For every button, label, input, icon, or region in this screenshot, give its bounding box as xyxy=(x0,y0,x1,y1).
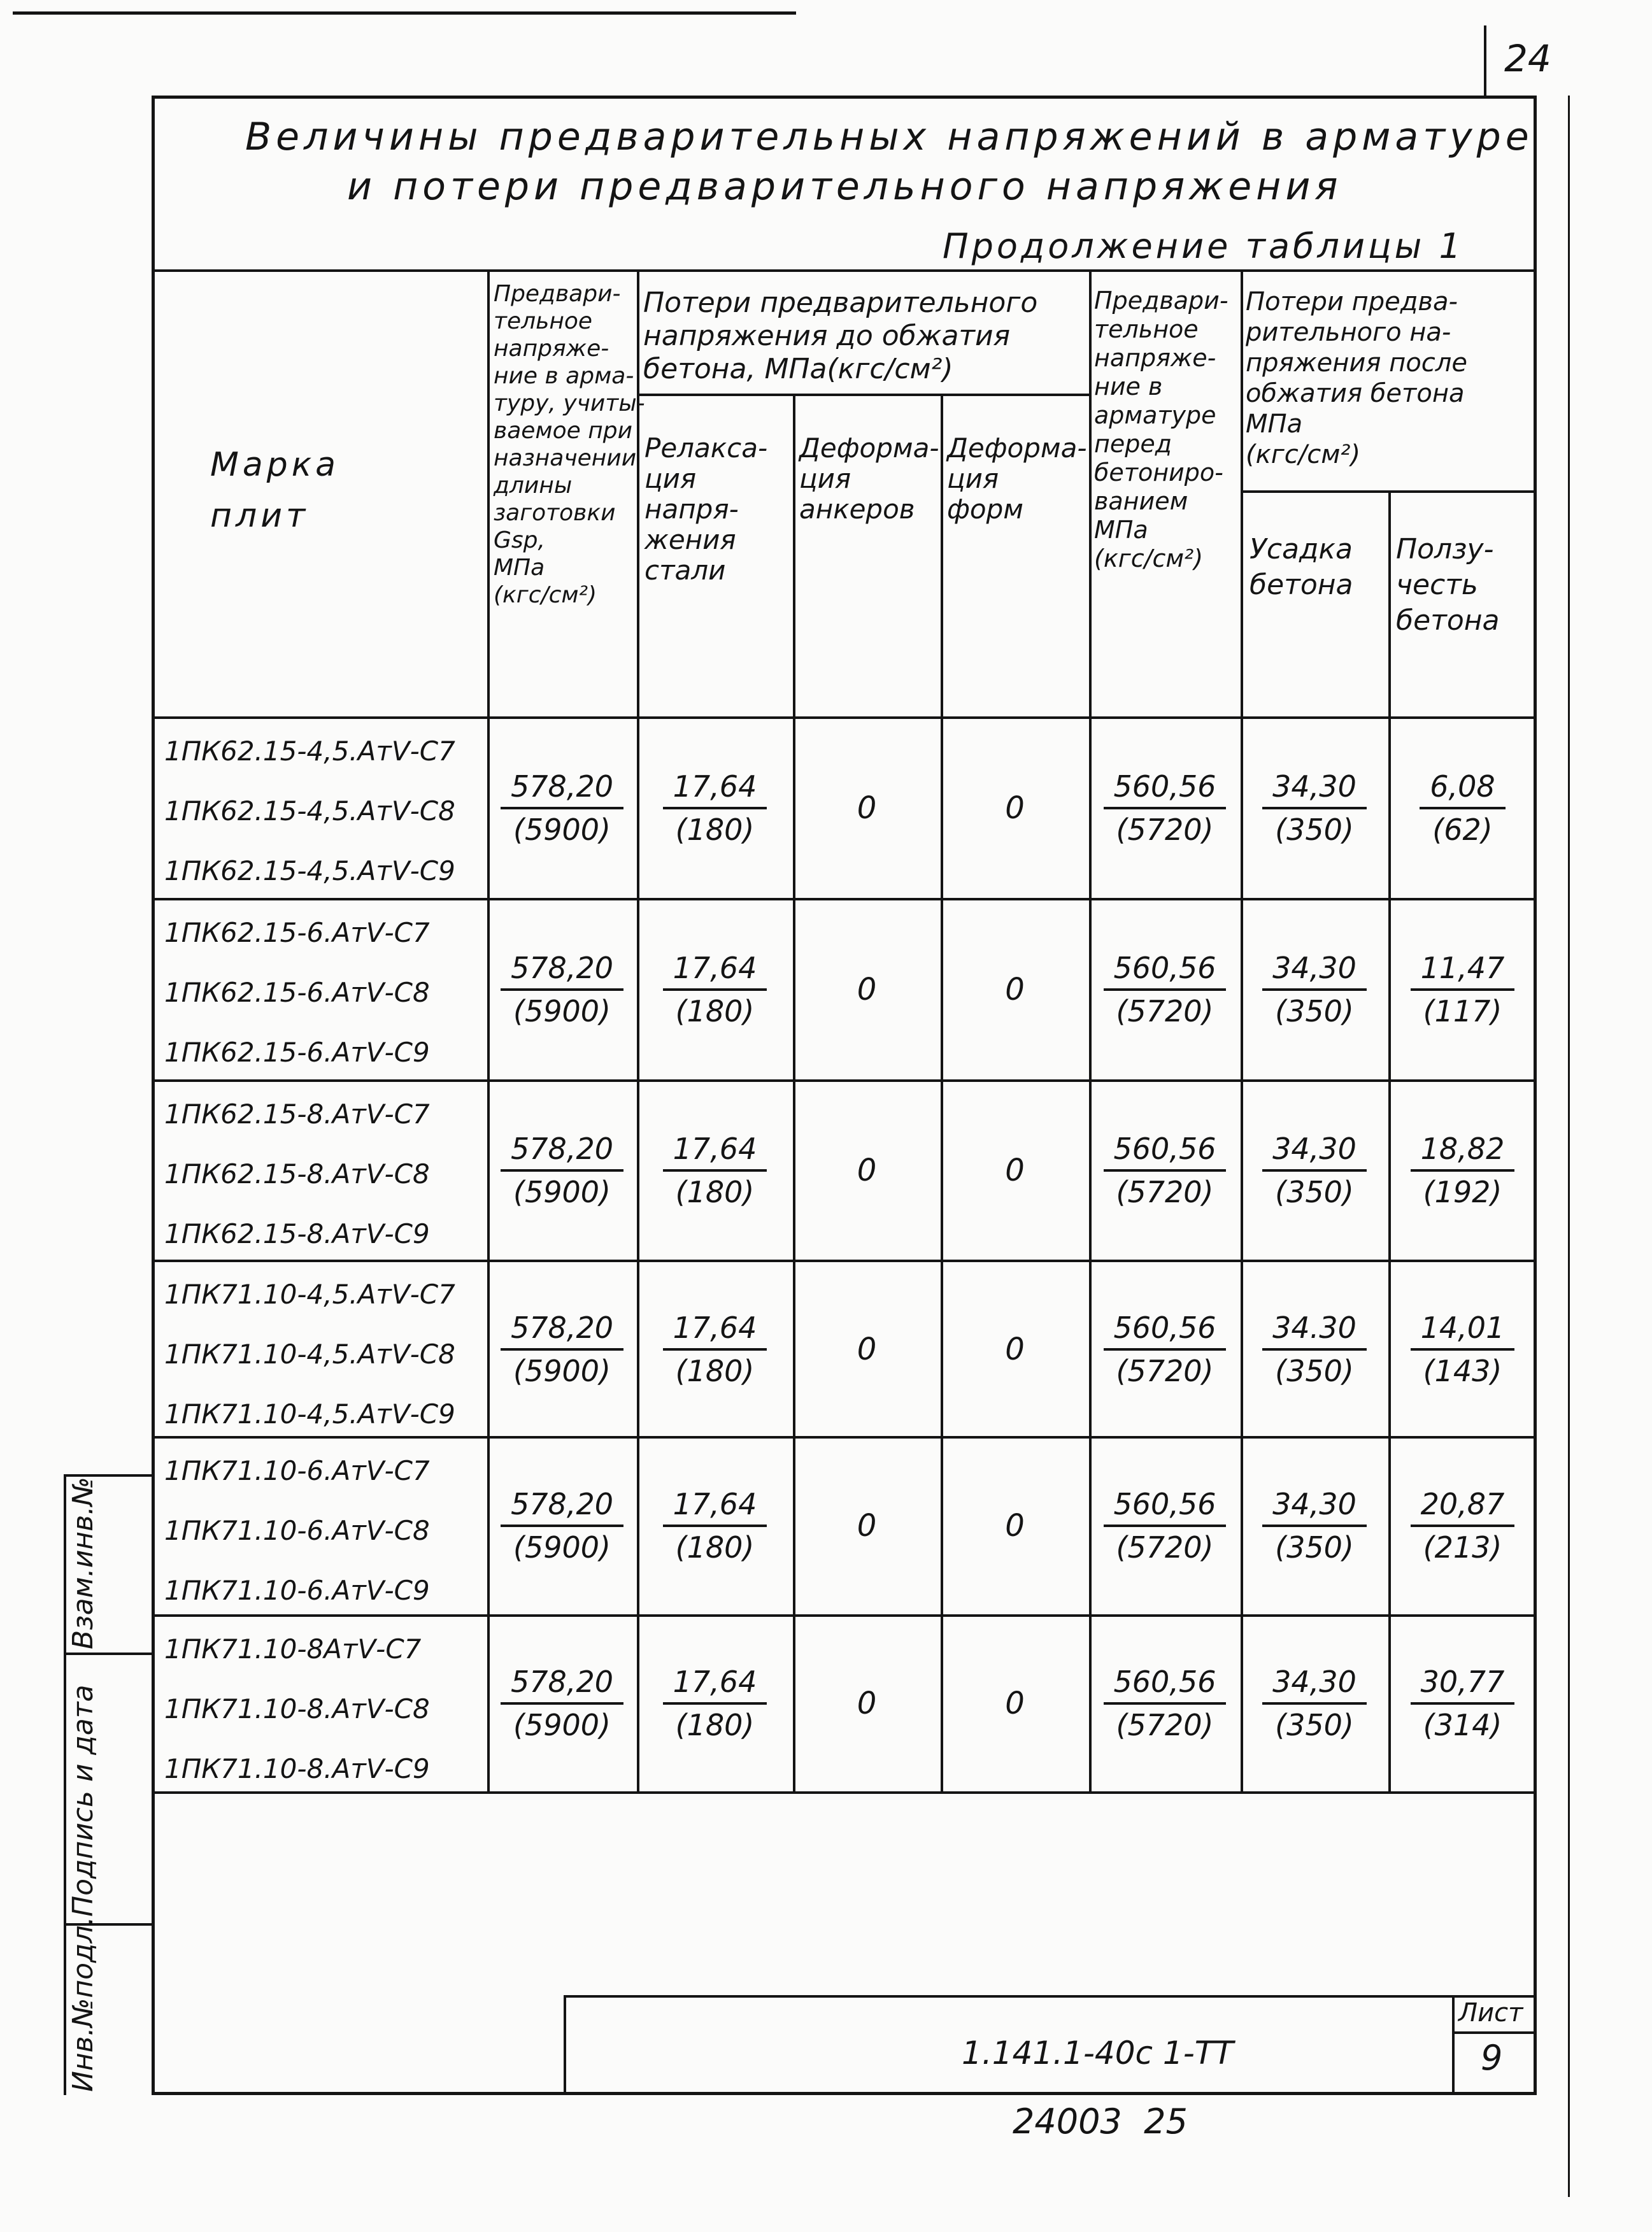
cell-p xyxy=(487,718,637,898)
stamp-sheet-number: 9 xyxy=(1481,2038,1503,2078)
cell-c xyxy=(1388,1261,1537,1437)
cell-r xyxy=(637,1437,793,1614)
value-kgf: (180) xyxy=(675,1530,755,1565)
fraction-value xyxy=(663,948,767,1032)
cell-f xyxy=(941,899,1089,1079)
header-losses-after: Потери предва- рительного на- пряжения после обжатия бетона МПа (кгс/см²) xyxy=(1246,287,1467,469)
fraction-value xyxy=(1262,1484,1367,1568)
fraction-value xyxy=(1411,1661,1515,1745)
header-mark: Марка плит xyxy=(210,446,340,535)
value-kgf: (5900) xyxy=(513,1174,611,1209)
cell-f xyxy=(941,1081,1089,1260)
fraction-value xyxy=(663,1484,767,1568)
value-kgf: (5900) xyxy=(513,1530,611,1565)
value-kgf: (180) xyxy=(675,1353,755,1388)
cell-pb xyxy=(1089,899,1241,1079)
zero-value: 0 xyxy=(857,971,877,1007)
cell-f xyxy=(941,718,1089,898)
value-mpa: 560,56 xyxy=(1104,1307,1227,1351)
row-marks xyxy=(164,1265,455,1444)
cell-pb xyxy=(1089,718,1241,898)
page-number: 24 xyxy=(1504,37,1551,80)
value-kgf: (180) xyxy=(675,812,755,847)
losses-before-subline xyxy=(637,394,1089,396)
fraction-value xyxy=(1411,1307,1515,1391)
value-mpa: 578,20 xyxy=(501,1307,623,1351)
value-mpa: 578,20 xyxy=(501,766,623,809)
header-anchor-deformation: Деформа- ция анкеров xyxy=(799,432,939,525)
fraction-value xyxy=(1104,1661,1227,1745)
value-mpa: 30,77 xyxy=(1411,1661,1515,1705)
value-kgf: (117) xyxy=(1423,993,1502,1028)
value-kgf: (350) xyxy=(1275,1708,1354,1742)
cell-pb xyxy=(1089,1081,1241,1260)
cell-f xyxy=(941,1437,1089,1614)
value-mpa: 578,20 xyxy=(501,1128,623,1172)
value-mpa: 20,87 xyxy=(1411,1484,1515,1527)
fraction-value xyxy=(663,1661,767,1745)
zero-value: 0 xyxy=(857,1508,877,1544)
cell-f xyxy=(941,1616,1089,1791)
stamp-sheet-subline xyxy=(1452,2031,1537,2034)
fraction-value xyxy=(1420,766,1505,850)
value-kgf: (5720) xyxy=(1116,1174,1214,1209)
value-kgf: (180) xyxy=(675,993,755,1028)
value-kgf: (62) xyxy=(1432,812,1493,847)
losses-after-subline xyxy=(1241,490,1535,493)
value-mpa: 34,30 xyxy=(1262,766,1367,809)
value-kgf: (5720) xyxy=(1116,1708,1214,1742)
cell-f xyxy=(941,1261,1089,1437)
fraction-value xyxy=(501,1661,623,1745)
row-marks xyxy=(164,721,455,901)
cell-a xyxy=(793,1261,941,1437)
cell-p xyxy=(487,1616,637,1791)
table-title-line1: Величины предварительных напряжений в арматуре xyxy=(245,115,1534,159)
cell-r xyxy=(637,1261,793,1437)
fraction-value xyxy=(501,1307,623,1391)
cell-pb xyxy=(1089,1616,1241,1791)
fraction-value xyxy=(501,1128,623,1212)
table-continuation: Продолжение таблицы 1 xyxy=(943,226,1464,266)
plate-mark: 1ПК62.15-4,5.АтⅤ-С9 xyxy=(164,855,455,886)
table-title-line2: и потери предварительного напряжения xyxy=(347,164,1342,209)
top-edge-line xyxy=(13,11,796,15)
cell-a xyxy=(793,1616,941,1791)
cell-s xyxy=(1241,1437,1388,1614)
zero-value: 0 xyxy=(1005,1508,1025,1544)
plate-mark: 1ПК71.10-8.АтⅤ-С9 xyxy=(164,1753,430,1784)
value-kgf: (5900) xyxy=(513,1353,611,1388)
side-label-sign-date: Подпись и дата xyxy=(67,1684,99,1917)
value-mpa: 17,64 xyxy=(663,1661,767,1705)
left-strip-sep-2 xyxy=(64,1653,152,1655)
fraction-value xyxy=(1104,1484,1227,1568)
value-kgf: (5720) xyxy=(1116,812,1214,847)
fraction-value xyxy=(501,1484,623,1568)
row-marks xyxy=(164,1619,430,1799)
value-mpa: 14,01 xyxy=(1411,1307,1515,1351)
fraction-value xyxy=(501,766,623,850)
plate-mark: 1ПК71.10-8АтⅤ-С7 xyxy=(164,1633,422,1665)
side-label-vzam-inv: Взам.инв.№ xyxy=(67,1477,99,1649)
page-number-box-left xyxy=(1484,25,1486,96)
stamp-sheet-line xyxy=(1452,1995,1455,2095)
value-kgf: (180) xyxy=(675,1174,755,1209)
value-kgf: (350) xyxy=(1275,1530,1354,1565)
value-mpa: 17,64 xyxy=(663,1307,767,1351)
value-mpa: 578,20 xyxy=(501,948,623,991)
value-mpa: 560,56 xyxy=(1104,948,1227,991)
stamp-doc-code: 1.141.1-40с 1-ТТ xyxy=(962,2035,1234,2072)
plate-mark: 1ПК62.15-6.АтⅤ-С9 xyxy=(164,1037,430,1068)
cell-s xyxy=(1241,718,1388,898)
zero-value: 0 xyxy=(857,1152,877,1188)
footer-code: 24003 25 xyxy=(1013,2101,1188,2142)
value-kgf: (5720) xyxy=(1116,1353,1214,1388)
value-mpa: 6,08 xyxy=(1420,766,1505,809)
plate-mark: 1ПК62.15-4,5.АтⅤ-С7 xyxy=(164,736,455,767)
fraction-value xyxy=(663,1128,767,1212)
cell-p xyxy=(487,1437,637,1614)
cell-a xyxy=(793,718,941,898)
row-marks xyxy=(164,1084,430,1264)
plate-mark: 1ПК71.10-6.АтⅤ-С7 xyxy=(164,1455,430,1486)
value-mpa: 578,20 xyxy=(501,1661,623,1705)
cell-r xyxy=(637,1616,793,1791)
stamp-top-line xyxy=(564,1995,1537,1998)
left-strip-line xyxy=(64,1474,66,2095)
fraction-value xyxy=(1104,1128,1227,1212)
value-kgf: (314) xyxy=(1423,1708,1502,1742)
value-kgf: (5720) xyxy=(1116,1530,1214,1565)
value-kgf: (5900) xyxy=(513,1708,611,1742)
value-mpa: 560,56 xyxy=(1104,1128,1227,1172)
fraction-value xyxy=(1411,948,1515,1032)
right-margin-line xyxy=(1568,96,1570,2197)
fraction-value xyxy=(1262,948,1367,1032)
zero-value: 0 xyxy=(857,1686,877,1721)
value-mpa: 17,64 xyxy=(663,1484,767,1527)
side-label-inv-orig: Инв.№подл. xyxy=(67,1916,99,2092)
zero-value: 0 xyxy=(1005,1152,1025,1188)
cell-r xyxy=(637,718,793,898)
zero-value: 0 xyxy=(1005,971,1025,1007)
value-kgf: (180) xyxy=(675,1708,755,1742)
cell-s xyxy=(1241,1261,1388,1437)
zero-value: 0 xyxy=(1005,1686,1025,1721)
header-form-deformation: Деформа- ция форм xyxy=(947,432,1087,525)
value-kgf: (350) xyxy=(1275,993,1354,1028)
plate-mark: 1ПК71.10-4,5.АтⅤ-С7 xyxy=(164,1279,455,1310)
cell-a xyxy=(793,1437,941,1614)
fraction-value xyxy=(1262,1661,1367,1745)
cell-c xyxy=(1388,1437,1537,1614)
cell-s xyxy=(1241,899,1388,1079)
value-kgf: (143) xyxy=(1423,1353,1502,1388)
value-mpa: 34,30 xyxy=(1262,1128,1367,1172)
cell-pb xyxy=(1089,1437,1241,1614)
cell-s xyxy=(1241,1616,1388,1791)
value-kgf: (350) xyxy=(1275,812,1354,847)
header-prestress: Предвари- тельное напряже- ние в арма- туру, учиты- ваемое при назначении длины заготовки Gsp, МПа (кгс/см²) xyxy=(494,281,645,608)
zero-value: 0 xyxy=(857,790,877,826)
stamp-sheet-label: Лист xyxy=(1458,1998,1523,2028)
plate-mark: 1ПК71.10-4,5.АтⅤ-С8 xyxy=(164,1339,455,1370)
cell-a xyxy=(793,1081,941,1260)
value-mpa: 17,64 xyxy=(663,948,767,991)
cell-s xyxy=(1241,1081,1388,1260)
fraction-value xyxy=(1104,766,1227,850)
value-mpa: 578,20 xyxy=(501,1484,623,1527)
value-kgf: (5720) xyxy=(1116,993,1214,1028)
cell-p xyxy=(487,1081,637,1260)
zero-value: 0 xyxy=(1005,1331,1025,1367)
value-mpa: 34,30 xyxy=(1262,1484,1367,1527)
cell-p xyxy=(487,899,637,1079)
value-mpa: 560,56 xyxy=(1104,1484,1227,1527)
value-kgf: (5900) xyxy=(513,993,611,1028)
plate-mark: 1ПК62.15-6.АтⅤ-С7 xyxy=(164,917,430,948)
row-marks xyxy=(164,1441,430,1621)
value-kgf: (192) xyxy=(1423,1174,1502,1209)
plate-mark: 1ПК71.10-8.АтⅤ-С8 xyxy=(164,1693,430,1724)
plate-mark: 1ПК62.15-4,5.АтⅤ-С8 xyxy=(164,795,455,827)
value-mpa: 17,64 xyxy=(663,766,767,809)
value-mpa: 560,56 xyxy=(1104,766,1227,809)
value-mpa: 18,82 xyxy=(1411,1128,1515,1172)
plate-mark: 1ПК62.15-6.АтⅤ-С8 xyxy=(164,977,430,1008)
value-mpa: 34,30 xyxy=(1262,1661,1367,1705)
value-mpa: 11,47 xyxy=(1411,948,1515,991)
value-kgf: (5900) xyxy=(513,812,611,847)
value-kgf: (350) xyxy=(1275,1174,1354,1209)
plate-mark: 1ПК62.15-8.АтⅤ-С7 xyxy=(164,1098,430,1130)
header-top-line xyxy=(152,269,1537,272)
plate-mark: 1ПК62.15-8.АтⅤ-С8 xyxy=(164,1158,430,1190)
plate-mark: 1ПК71.10-6.АтⅤ-С9 xyxy=(164,1575,430,1606)
plate-mark: 1ПК71.10-6.АтⅤ-С8 xyxy=(164,1515,430,1546)
zero-value: 0 xyxy=(1005,790,1025,826)
value-kgf: (213) xyxy=(1423,1530,1502,1565)
header-creep: Ползу- честь бетона xyxy=(1396,533,1500,637)
fraction-value xyxy=(1262,766,1367,850)
fraction-value xyxy=(1411,1128,1515,1212)
header-shrinkage: Усадка бетона xyxy=(1250,533,1353,601)
fraction-value xyxy=(1411,1484,1515,1568)
plate-mark: 1ПК71.10-4,5.АтⅤ-С9 xyxy=(164,1398,455,1430)
fraction-value xyxy=(1104,948,1227,1032)
cell-r xyxy=(637,899,793,1079)
plate-mark: 1ПК62.15-8.АтⅤ-С9 xyxy=(164,1218,430,1249)
row-marks xyxy=(164,903,430,1083)
header-relaxation: Релакса- ция напря- жения стали xyxy=(644,432,768,586)
value-mpa: 34,30 xyxy=(1262,948,1367,991)
value-mpa: 17,64 xyxy=(663,1128,767,1172)
cell-pb xyxy=(1089,1261,1241,1437)
header-prestress-before-concreting: Предвари- тельное напряже- ние в арматуре перед бетониро- ванием МПа (кгс/см²) xyxy=(1094,287,1228,572)
cell-c xyxy=(1388,1616,1537,1791)
cell-c xyxy=(1388,718,1537,898)
cell-a xyxy=(793,899,941,1079)
cell-c xyxy=(1388,899,1537,1079)
header-losses-before: Потери предварительного напряжения до обжатия бетона, МПа(кгс/см²) xyxy=(643,287,1038,385)
value-kgf: (350) xyxy=(1275,1353,1354,1388)
fraction-value xyxy=(501,948,623,1032)
fraction-value xyxy=(663,1307,767,1391)
fraction-value xyxy=(1104,1307,1227,1391)
cell-p xyxy=(487,1261,637,1437)
stamp-left-line xyxy=(564,1995,566,2095)
value-mpa: 34.30 xyxy=(1262,1307,1367,1351)
fraction-value xyxy=(663,766,767,850)
fraction-value xyxy=(1262,1128,1367,1212)
fraction-value xyxy=(1262,1307,1367,1391)
cell-r xyxy=(637,1081,793,1260)
cell-c xyxy=(1388,1081,1537,1260)
value-mpa: 560,56 xyxy=(1104,1661,1227,1705)
zero-value: 0 xyxy=(857,1331,877,1367)
